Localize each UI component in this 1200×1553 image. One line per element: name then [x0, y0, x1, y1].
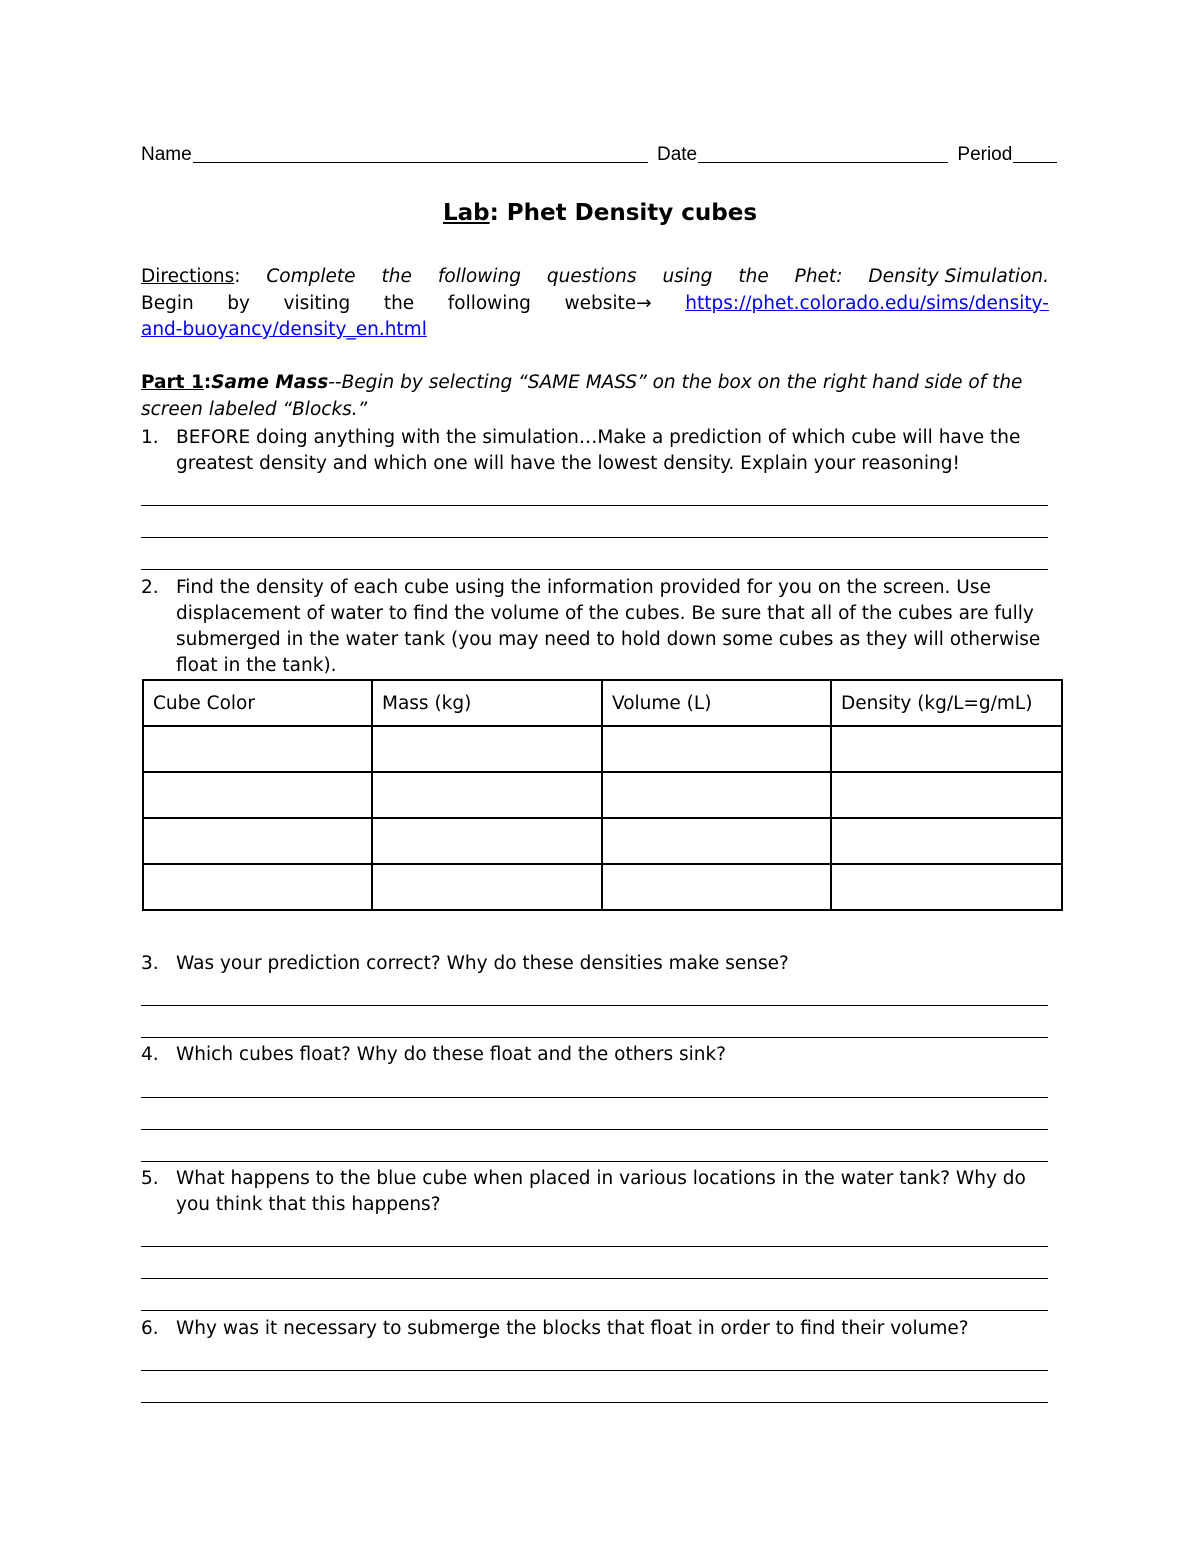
- title-text: : Phet Density cubes: [489, 200, 758, 226]
- table-cell[interactable]: [831, 726, 1062, 772]
- table-row: [143, 726, 1062, 772]
- period-label: Period: [957, 144, 1013, 165]
- table-cell[interactable]: [372, 864, 602, 910]
- question-text: Find the density of each cube using the information provided for you on the screen. Use displacement of water to find the volume of the cubes. Be sure that all of the cubes are fully submerged in the water tank (you may need to hold down some cubes as they will otherwise float in the tank).: [176, 577, 1041, 676]
- directions-word: following: [447, 292, 531, 314]
- question-number: 2.: [141, 577, 159, 598]
- table-cell[interactable]: [372, 772, 602, 818]
- directions-word: questions: [546, 266, 637, 287]
- directions-word: Density Simulation.: [868, 266, 1049, 287]
- part1-label: Part 1: [141, 372, 204, 393]
- answer-line[interactable]: [141, 1097, 1048, 1098]
- part1-heading: [141, 370, 1049, 423]
- question-2: [141, 575, 1051, 679]
- directions-label-group: [141, 264, 240, 291]
- directions: [141, 264, 1049, 344]
- answer-line[interactable]: [141, 1370, 1048, 1371]
- table-cell[interactable]: [143, 726, 372, 772]
- header-fields: [141, 143, 1073, 166]
- table-cell[interactable]: [143, 772, 372, 818]
- table-cell[interactable]: [602, 818, 831, 864]
- question-text: Was your prediction correct? Why do these densities make sense?: [176, 953, 789, 974]
- answer-line[interactable]: [141, 1402, 1048, 1403]
- answer-line[interactable]: [141, 1246, 1048, 1247]
- question-1: [141, 425, 1051, 477]
- column-header-volume: Volume (L): [602, 680, 831, 726]
- table-header-row: [143, 680, 1062, 726]
- table-row: [143, 864, 1062, 910]
- directions-word: by: [227, 292, 250, 314]
- answer-line[interactable]: [141, 1161, 1048, 1162]
- column-header-density: Density (kg/L=g/mL): [831, 680, 1062, 726]
- directions-colon: :: [234, 266, 241, 287]
- directions-word: Begin: [141, 292, 194, 314]
- question-4: [141, 1042, 1051, 1068]
- answer-line[interactable]: [141, 1310, 1048, 1311]
- part1-colon: :: [203, 372, 212, 393]
- question-number: 1.: [141, 427, 159, 448]
- question-text: BEFORE doing anything with the simulation…Make a prediction of which cube will have the greatest density and which one will have the lowest density. Explain your reasoning!: [176, 427, 1021, 474]
- table-cell[interactable]: [143, 818, 372, 864]
- table-cell[interactable]: [831, 864, 1062, 910]
- website-link-continued[interactable]: and-buoyancy/density_en.html: [141, 319, 427, 340]
- question-3: [141, 951, 1051, 977]
- question-number: 4.: [141, 1044, 159, 1065]
- table-cell[interactable]: [602, 726, 831, 772]
- table-cell[interactable]: [602, 772, 831, 818]
- part1-instruction: --Begin by selecting “SAME MASS” on the box on the right hand side of the screen labeled “Blocks.”: [141, 372, 1023, 420]
- answer-line[interactable]: [141, 1278, 1048, 1279]
- table-cell[interactable]: [602, 864, 831, 910]
- question-number: 6.: [141, 1318, 159, 1339]
- table-cell[interactable]: [831, 818, 1062, 864]
- column-header-cube-color: Cube Color: [143, 680, 372, 726]
- answer-line[interactable]: [141, 1037, 1048, 1038]
- name-label: Name: [141, 144, 192, 165]
- question-text: Which cubes float? Why do these float and the others sink?: [176, 1044, 726, 1065]
- table-cell[interactable]: [372, 818, 602, 864]
- title-lab-label: Lab: [442, 200, 490, 226]
- answer-line[interactable]: [141, 537, 1048, 538]
- table-cell[interactable]: [143, 864, 372, 910]
- answer-line[interactable]: [141, 505, 1048, 506]
- website-link[interactable]: https://phet.colorado.edu/sims/density-: [685, 292, 1049, 314]
- period-field[interactable]: [1013, 143, 1057, 163]
- question-number: 5.: [141, 1168, 159, 1189]
- directions-word: the: [383, 292, 415, 314]
- directions-word: Phet:: [794, 266, 843, 287]
- part1-subtitle: Same Mass: [211, 372, 329, 393]
- directions-word: Complete: [266, 266, 356, 287]
- question-5: [141, 1166, 1051, 1218]
- directions-line-2: [141, 291, 1049, 318]
- page-title: [0, 200, 1200, 226]
- table-cell[interactable]: [831, 772, 1062, 818]
- question-text: Why was it necessary to submerge the blocks that float in order to find their volume?: [176, 1318, 969, 1339]
- directions-word: using: [662, 266, 713, 287]
- date-field[interactable]: [698, 143, 948, 163]
- table-row: [143, 818, 1062, 864]
- date-label: Date: [656, 144, 698, 165]
- density-data-table: [142, 679, 1063, 911]
- question-text: What happens to the blue cube when placed in various locations in the water tank? Why do you think that this happens?: [176, 1168, 1026, 1215]
- directions-line-1: [141, 264, 1049, 291]
- name-field[interactable]: [193, 143, 648, 163]
- table-row: [143, 772, 1062, 818]
- directions-word: website→: [564, 292, 652, 314]
- directions-word: the: [381, 266, 412, 287]
- directions-word: following: [437, 266, 521, 287]
- directions-label: Directions: [141, 266, 235, 287]
- answer-line[interactable]: [141, 1129, 1048, 1130]
- answer-line[interactable]: [141, 569, 1048, 570]
- table-cell[interactable]: [372, 726, 602, 772]
- question-number: 3.: [141, 953, 159, 974]
- answer-line[interactable]: [141, 1005, 1048, 1006]
- directions-line-3: [141, 317, 1049, 344]
- directions-word: visiting: [283, 292, 351, 314]
- question-6: [141, 1316, 1051, 1342]
- directions-word: the: [738, 266, 769, 287]
- column-header-mass: Mass (kg): [372, 680, 602, 726]
